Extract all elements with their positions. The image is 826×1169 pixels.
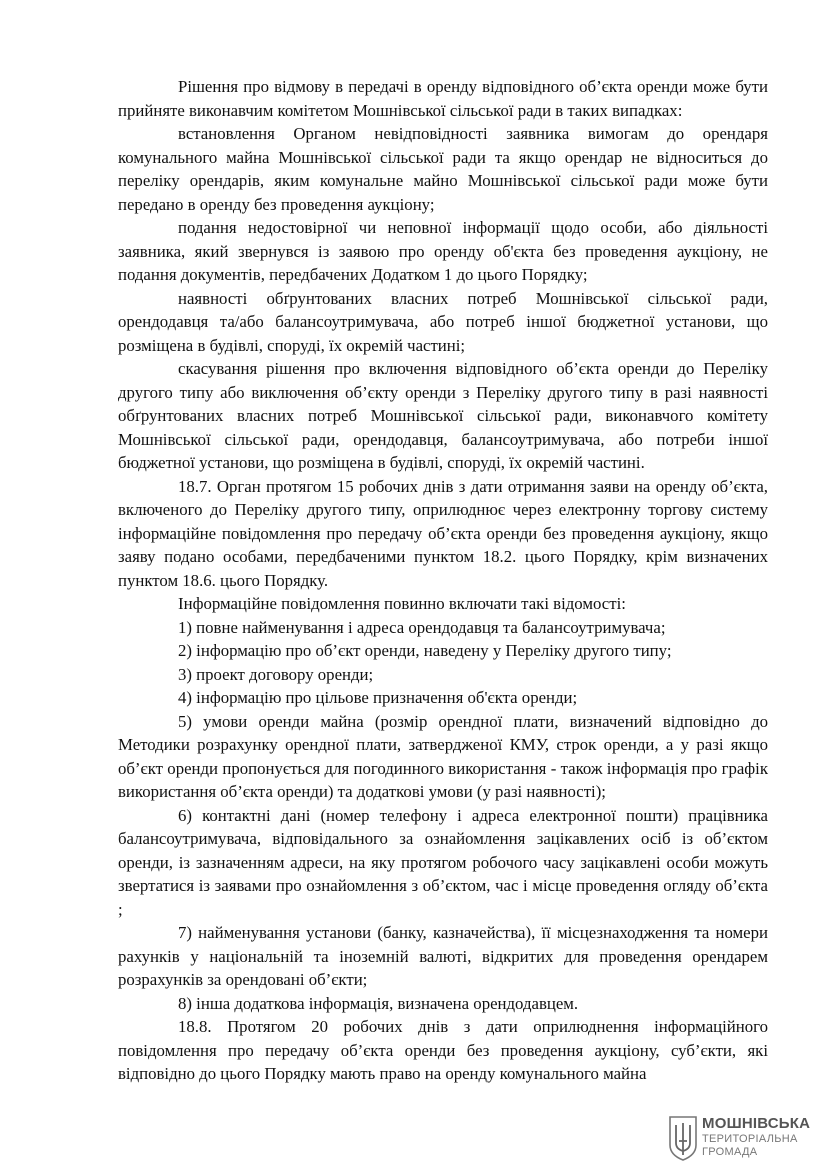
paragraph: Рішення про відмову в передачі в оренду відповідного об’єкта оренди може бути прийняте виконавчим комітетом Мошнівської сільської ради в таких випадках: — [118, 77, 768, 120]
list-item: 3) проект договору оренди; — [178, 664, 374, 684]
paragraph: встановлення Органом невідповідності заявника вимогам до орендаря комунального майна Мошнівської сільської ради та якщо орендар не відноситься до переліку орендарів, яким комунальне майно Мошнівської сільської ради може бути передано в оренду без проведення аукціону; — [118, 124, 768, 214]
paragraph: 18.8. Протягом 20 робочих днів з дати оприлюднення інформаційного повідомлення про передачу об’єкта оренди без проведення аукціону, суб’єкти, які відповідно до цього Порядку мають право на оренду комунального майна — [118, 1017, 768, 1083]
logo-subtitle: ТЕРИТОРІАЛЬНА — [702, 1133, 798, 1145]
document-body — [118, 75, 768, 1086]
paragraph: наявності обґрунтованих власних потреб Мошнівської сільської ради, орендодавця та/або балансоутримувача, або потреб іншої бюджетної установи, що розміщена в будівлі, споруді, їх окремій частині; — [118, 288, 768, 355]
trident-emblem-icon — [668, 1115, 698, 1161]
list-item: 5) умови оренди майна (розмір орендної плати, визначений відповідно до Методики розрахунку орендної плати, затвердженої КМУ, строк оренди, а у разі якщо об’єкт оренди пропонується для погодинного використання - також інформація про графік використання об’єкта оренди) та додаткові умови (у разі наявності); — [118, 711, 768, 801]
list-item: 2) інформацію про об’єкт оренди, наведену у Переліку другого типу; — [178, 641, 672, 660]
list-item: 1) повне найменування і адреса орендодавця та балансоутримувача; — [178, 617, 666, 637]
logo-subtitle: ГРОМАДА — [702, 1146, 758, 1158]
community-logo — [668, 1113, 813, 1163]
list-item: 4) інформацію про цільове призначення об'єкта оренди; — [178, 688, 578, 707]
logo-title: МОШНІВСЬКА — [702, 1115, 811, 1132]
list-item: 8) інша додаткова інформація, визначена орендодавцем. — [178, 993, 579, 1013]
list-item: 6) контактні дані (номер телефону і адреса електронної пошти) працівника балансоутримувача, відповідального за ознайомлення зацікавлених осіб із об’єктом оренди, із зазначенням адреси, на яку протягом робочого часу зацікавлені особи можуть звертатися із заявами про ознайомлення з об’єктом, час і місце проведення огляду об’єкта ; — [118, 805, 768, 919]
paragraph: подання недостовірної чи неповної інформації щодо особи, або діяльності заявника, який звернувся із заявою про оренду об'єкта без проведення аукціону, не подання документів, передбачених Додатком 1 до цього Порядку; — [118, 218, 768, 284]
paragraph: 18.7. Орган протягом 15 робочих днів з дати отримання заяви на оренду об’єкта, включеного до Переліку другого типу, оприлюднює через електронну торгову систему інформаційне повідомлення про передачу об’єкта оренди без проведення аукціону, якщо заяву подано особами, передбаченими пунктом 18.2. цього Порядку, крім визначених пунктом 18.6. цього Порядку. — [118, 476, 768, 590]
paragraph: Інформаційне повідомлення повинно включати такі відомості: — [178, 594, 626, 613]
paragraph: скасування рішення про включення відповідного об’єкта оренди до Переліку другого типу або виключення об’єкту оренди з Переліку другого типу в разі наявності обґрунтованих власних потреб Мошнівської сільської ради, виконавчого комітету Мошнівської сільської ради, орендодавця, балансоутримувача, або потреби іншої бюджетної установи, що розміщена в будівлі, споруді, їх окремій частині. — [118, 359, 768, 472]
list-item: 7) найменування установи (банку, казначейства), її місцезнаходження та номери рахунків у національній та іноземній валюті, відкритих для проведення орендарем розрахунків за орендовані об’єкти; — [118, 923, 768, 989]
